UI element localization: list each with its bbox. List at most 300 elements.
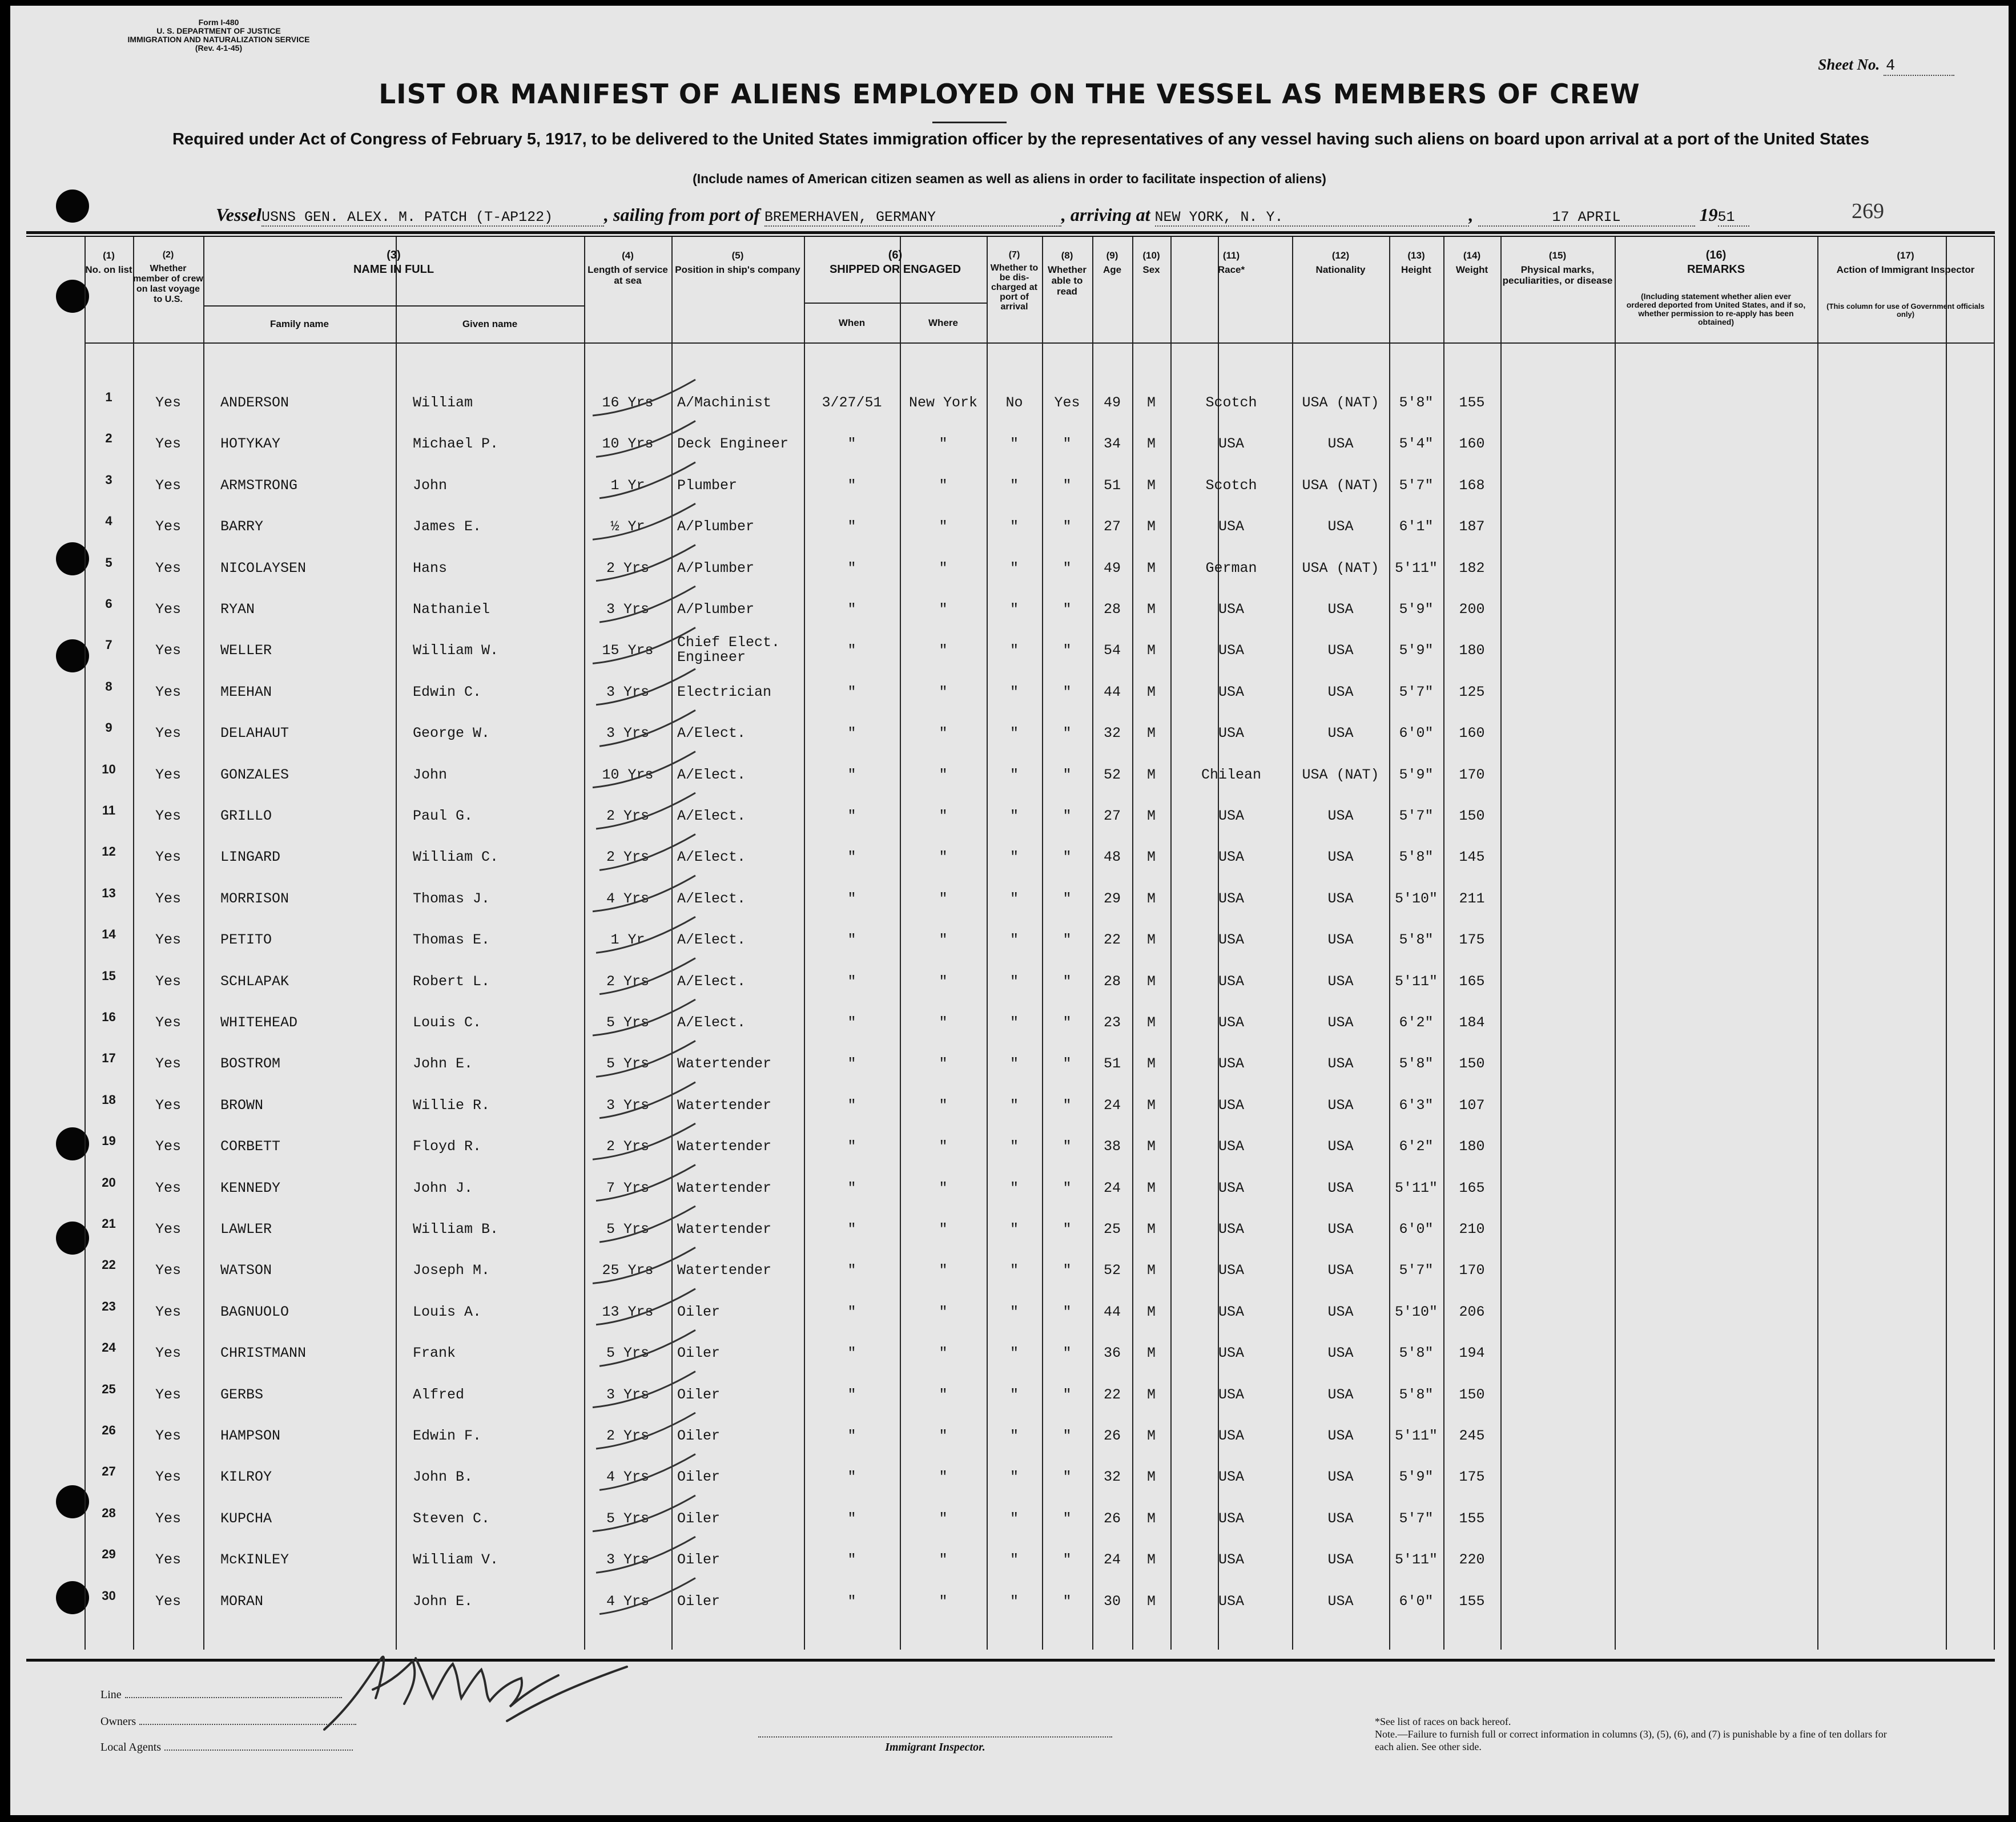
table-cell: LINGARD [220,849,281,866]
row-number: 19 [102,1134,116,1148]
row-number: 18 [102,1092,116,1107]
table-cell: Yes [155,559,181,577]
table-cell: USA [1218,1510,1244,1527]
inspector-signature-line[interactable] [758,1736,1112,1738]
row-number: 17 [102,1051,116,1066]
table-cell: M [1146,394,1156,411]
table-cell: Yes [155,642,181,659]
footer-owners-field [100,1715,356,1728]
table-cell: Electrician [677,683,772,700]
table-cell: USA (NAT) [1302,559,1379,577]
table-cell: Yes [155,932,181,949]
table-cell: 155 [1459,394,1485,411]
table-cell: 3 Yrs [606,1386,649,1403]
column-number: (12) [1331,250,1350,261]
table-cell: M [1146,1551,1156,1569]
table-cell: M [1146,1469,1156,1486]
table-cell: USA [1327,1510,1354,1527]
table-header-rule [203,305,584,307]
table-cell: " [939,1055,948,1073]
table-cell: 24 [1103,1551,1121,1569]
table-cell: USA [1327,1138,1354,1155]
table-cell: 6'2" [1399,1014,1434,1031]
footer-agents-field [100,1741,353,1754]
table-cell: Oiler [677,1386,721,1403]
table-cell: NICOLAYSEN [220,559,307,577]
column-label: (This column for use of Government officials only) [1826,302,1985,319]
table-cell: 5'11" [1394,559,1438,577]
arrival-date: 17 APRIL [1478,209,1695,227]
table-cell: 1 Yr [610,932,645,949]
row-number: 3 [105,472,112,487]
table-cell: 168 [1459,477,1485,494]
table-cell: 125 [1459,683,1485,700]
column-label: NAME IN FULL [353,263,434,276]
footer-agents-blank[interactable] [164,1750,353,1751]
table-cell: " [847,1097,856,1114]
table-cell: Yes [155,1055,181,1073]
table-cell: Yes [155,1428,181,1444]
table-cell: 150 [1459,808,1485,824]
table-cell: USA [1327,808,1354,824]
table-cell: M [1146,683,1156,700]
table-cell: " [847,1386,856,1403]
table-cell: 10 Yrs [602,766,654,783]
table-cell: Yes [155,1345,181,1362]
footer-owners-blank[interactable] [139,1724,356,1725]
table-cell: 175 [1459,932,1485,949]
row-number: 10 [102,761,116,776]
column-number: (8) [1061,250,1073,261]
table-cell: 4 Yrs [606,1469,649,1486]
column-label: Family name [270,319,329,329]
column-label: Sex [1142,264,1160,275]
table-cell: 6'1" [1399,518,1434,535]
table-cell: " [1009,1303,1019,1320]
column-label: REMARKS [1687,263,1745,276]
table-header-rule [84,342,1994,344]
table-cell: M [1146,1221,1156,1237]
table-cell: Oiler [677,1428,721,1444]
table-cell: 24 [1103,1097,1121,1114]
table-cell: 22 [1103,1386,1121,1403]
table-cell: M [1146,890,1156,907]
table-cell: " [1009,1097,1019,1114]
row-number: 23 [102,1299,116,1313]
table-cell: " [847,1345,856,1362]
table-cell: " [847,1428,856,1444]
table-cell: 36 [1103,1345,1121,1362]
vessel-line: VesselUSNS GEN. ALEX. M. PATCH (T-AP122) , sailing from port of BREMERHAVEN, GERMANY , arriving at NEW YORK, N. Y. , 17 APRIL 1951 [216,204,1749,227]
table-cell: 3 Yrs [606,1097,649,1114]
row-number: 1 [105,390,112,404]
form-number: Form I-480 [198,18,239,27]
table-cell: 24 [1103,1179,1121,1196]
column-header [1170,250,1292,275]
table-cell: KENNEDY [220,1179,281,1196]
table-cell: " [1063,1097,1072,1114]
table-cell: 160 [1459,436,1485,453]
table-cell: 5 Yrs [606,1055,649,1073]
table-cell: USA [1327,1055,1354,1073]
table-cell: 2 Yrs [606,1138,649,1155]
table-cell: 32 [1103,725,1121,742]
form-identifier [90,18,347,53]
vessel-name: USNS GEN. ALEX. M. PATCH (T-AP122) [261,209,604,227]
column-header [396,319,584,329]
table-cell: USA [1327,932,1354,949]
table-cell: 52 [1103,766,1121,783]
table-cell: " [1063,683,1072,700]
footer-owners-label: Owners [100,1715,136,1728]
table-cell: 150 [1459,1055,1485,1073]
table-cell: M [1146,1593,1156,1610]
column-label: Whether to be dis-charged at port of arrival [990,263,1039,312]
table-cell: " [847,1469,856,1486]
table-cell: 5'8" [1399,1345,1434,1362]
column-header [84,250,133,275]
table-cell: BAGNUOLO [220,1303,289,1320]
table-cell: Floyd R. [413,1138,482,1155]
column-label: Race* [1217,264,1245,275]
table-cell: 5'9" [1399,1469,1434,1486]
table-cell: 1 Yr [610,477,645,494]
table-cell: 38 [1103,1138,1121,1155]
table-cell: William B. [413,1221,499,1237]
table-cell: 5'7" [1399,1262,1434,1279]
table-cell: " [939,1138,948,1155]
footer-line-label: Line [100,1688,122,1701]
table-cell: " [1063,1262,1072,1279]
table-cell: USA (NAT) [1302,477,1379,494]
table-cell: MEEHAN [220,683,272,700]
column-label: Action of Immigrant Inspector [1836,264,1975,275]
page-subnote: (Include names of American citizen seamen as well as aliens in order to facilitate inspection of aliens) [693,171,1326,186]
table-cell: " [1063,642,1072,659]
table-cell: " [939,766,948,783]
table-cell: 6'0" [1399,1593,1434,1610]
table-cell: Plumber [677,477,738,494]
table-cell: 49 [1103,394,1121,411]
table-cell: Edwin F. [413,1428,482,1444]
table-cell: " [1009,683,1019,700]
table-cell: 4 Yrs [606,890,649,907]
table-cell: George W. [413,725,490,742]
table-header-rule [804,303,987,304]
column-label: Age [1102,264,1122,275]
table-cell: M [1146,1097,1156,1114]
table-cell: M [1146,642,1156,659]
table-cell: " [1009,477,1019,494]
table-cell: Yes [155,1510,181,1527]
table-cell: Chief Elect. Engineer [677,634,780,666]
column-number: (15) [1548,250,1567,261]
table-cell: " [1009,1262,1019,1279]
table-cell: " [1009,1138,1019,1155]
table-cell: USA [1327,601,1354,618]
table-cell: Yes [1054,394,1080,411]
table-cell: " [939,683,948,700]
table-cell: " [1063,518,1072,535]
table-cell: USA [1327,1262,1354,1279]
column-number: (11) [1222,250,1240,261]
row-number: 22 [102,1257,116,1272]
table-cell: USA [1218,1138,1244,1155]
sailing-from-label: , sailing from port of [604,204,760,225]
table-cell: Louis A. [413,1303,482,1320]
row-number: 28 [102,1505,116,1520]
table-cell: " [939,1386,948,1403]
table-cell: William [413,394,473,411]
table-cell: " [1063,725,1072,742]
table-cell: A/Plumber [677,559,755,577]
table-cell: USA [1218,1179,1244,1196]
table-cell: A/Elect. [677,932,746,949]
table-column-rule [1500,237,1502,1650]
table-cell: 5'8" [1399,932,1434,949]
column-number: (16) [1705,249,1727,261]
vessel-label: Vessel [216,204,261,225]
table-cell: 3 Yrs [606,1551,649,1569]
table-cell: Yes [155,1014,181,1031]
table-cell: 194 [1459,1345,1485,1362]
table-cell: 48 [1103,849,1121,866]
column-header [987,250,1042,312]
table-cell: " [1009,725,1019,742]
table-cell: 30 [1103,1593,1121,1610]
table-cell: M [1146,477,1156,494]
table-cell: 210 [1459,1221,1485,1237]
table-cell: Yes [155,1179,181,1196]
form-revision: (Rev. 4-1-45) [195,43,243,53]
table-cell: " [1063,1221,1072,1237]
table-cell: 23 [1103,1014,1121,1031]
table-cell: USA (NAT) [1302,766,1379,783]
column-label: Height [1401,264,1431,275]
row-number: 6 [105,596,112,611]
footer-note [1375,1715,1889,1753]
table-cell: M [1146,1345,1156,1362]
table-cell: Yes [155,1386,181,1403]
table-cell: " [847,808,856,824]
table-cell: 2 Yrs [606,808,649,824]
table-cell: USA [1218,1055,1244,1073]
column-header [671,250,804,275]
page-title: LIST OR MANIFEST OF ALIENS EMPLOYED ON THE VESSEL AS MEMBERS OF CREW [379,79,1640,110]
table-cell: A/Elect. [677,890,746,907]
table-cell: " [1009,849,1019,866]
table-cell: 7 Yrs [606,1179,649,1196]
table-cell: CHRISTMANN [220,1345,307,1362]
table-cell: " [1063,932,1072,949]
table-cell: A/Machinist [677,394,772,411]
table-cell: USA [1327,1551,1354,1569]
table-cell: BOSTROM [220,1055,281,1073]
column-label: No. on list [85,264,132,275]
table-cell: USA [1327,1014,1354,1031]
year-suffix: 51 [1718,209,1749,227]
table-cell: USA [1218,601,1244,618]
title-rule [932,122,1007,123]
table-cell: Yes [155,1138,181,1155]
table-cell: HOTYKAY [220,436,281,453]
table-cell: 170 [1459,766,1485,783]
table-cell: 5'7" [1399,477,1434,494]
table-cell: BARRY [220,518,264,535]
table-cell: 10 Yrs [602,436,654,453]
column-label: Where [928,317,958,328]
table-cell: 5'4" [1399,436,1434,453]
table-cell: A/Plumber [677,518,755,535]
table-column-rule [1615,237,1616,1650]
table-cell: " [1063,973,1072,990]
table-cell: Yes [155,808,181,824]
table-cell: " [939,518,948,535]
table-cell: Oiler [677,1593,721,1610]
sailing-from-port: BREMERHAVEN, GERMANY [764,209,1061,227]
row-number: 24 [102,1340,116,1355]
table-cell: USA [1218,683,1244,700]
row-number: 12 [102,844,116,859]
table-cell: 51 [1103,477,1121,494]
column-header [1042,250,1092,297]
table-cell: 15 Yrs [602,642,654,659]
row-number: 2 [105,431,112,446]
column-header [900,317,987,328]
table-cell: " [1009,518,1019,535]
table-cell: M [1146,766,1156,783]
table-cell: 211 [1459,890,1485,907]
table-cell: " [939,1345,948,1362]
table-cell: 5'7" [1399,683,1434,700]
table-cell: Scotch [1205,394,1257,411]
row-number: 20 [102,1175,116,1190]
table-cell: 27 [1103,518,1121,535]
table-cell: " [1063,808,1072,824]
table-cell: Robert L. [413,973,490,990]
table-cell: " [939,1469,948,1486]
table-cell: " [1009,1510,1019,1527]
table-cell: Watertender [677,1221,772,1237]
table-cell: " [939,808,948,824]
table-cell: 180 [1459,1138,1485,1155]
table-cell: USA [1218,1345,1244,1362]
table-cell: 25 Yrs [602,1262,654,1279]
table-cell: USA [1327,1386,1354,1403]
table-cell: Yes [155,725,181,742]
table-cell: Oiler [677,1551,721,1569]
column-number: (3) [387,249,401,261]
column-number: (17) [1897,250,1914,261]
table-column-rule [1817,237,1818,1650]
table-cell: WATSON [220,1262,272,1279]
row-number: 7 [105,638,112,652]
table-cell: 25 [1103,1221,1121,1237]
column-label: Position in ship's company [675,264,800,275]
table-cell: 44 [1103,1303,1121,1320]
table-cell: 5'9" [1399,601,1434,618]
row-number: 4 [105,514,112,529]
table-cell: 51 [1103,1055,1121,1073]
table-cell: " [939,1551,948,1569]
table-cell: USA [1218,725,1244,742]
table-cell: ANDERSON [220,394,289,411]
table-cell: " [939,642,948,659]
table-cell: John [413,477,448,494]
table-cell: 54 [1103,642,1121,659]
table-cell: Paul G. [413,808,473,824]
table-cell: " [1009,1386,1019,1403]
table-cell: Scotch [1205,477,1257,494]
row-number: 5 [105,555,112,570]
table-cell: Yes [155,683,181,700]
table-cell: USA [1218,1386,1244,1403]
table-cell: USA [1327,1303,1354,1320]
table-cell: " [847,1551,856,1569]
table-cell: M [1146,1138,1156,1155]
table-cell: " [847,766,856,783]
row-number: 21 [102,1216,116,1231]
table-cell: GRILLO [220,808,272,824]
table-cell: " [847,559,856,577]
table-cell: USA [1218,1262,1244,1279]
table-cell: Watertender [677,1097,772,1114]
column-header [203,250,584,275]
table-column-rule [396,237,397,1650]
table-cell: USA (NAT) [1302,394,1379,411]
table-cell: William V. [413,1551,499,1569]
table-cell: 44 [1103,683,1121,700]
table-cell: USA [1327,849,1354,866]
table-cell: " [1063,1386,1072,1403]
table-cell: 5'11" [1394,1551,1438,1569]
table-cell: Yes [155,601,181,618]
table-cell: KILROY [220,1469,272,1486]
table-cell: New York [908,394,978,411]
table-cell: Yes [155,1469,181,1486]
table-cell: " [1009,642,1019,659]
table-cell: A/Elect. [677,1014,746,1031]
table-cell: USA [1327,1593,1354,1610]
table-cell: " [939,601,948,618]
table-cell: Louis C. [413,1014,482,1031]
table-cell: John E. [413,1593,473,1610]
table-cell: Yes [155,477,181,494]
table-cell: " [1009,601,1019,618]
table-cell: 5'8" [1399,1386,1434,1403]
table-cell: 26 [1103,1510,1121,1527]
footer-line-blank[interactable] [125,1697,342,1698]
table-cell: " [1009,766,1019,783]
table-cell: " [847,1303,856,1320]
table-cell: 5'7" [1399,1510,1434,1527]
column-label: Physical marks, peculiarities, or disease [1502,264,1613,286]
form-department: U. S. DEPARTMENT OF JUSTICE [156,26,281,35]
table-cell: 155 [1459,1510,1485,1527]
table-cell: 3 Yrs [606,725,649,742]
table-cell: " [939,1014,948,1031]
footer-line-field [100,1688,342,1702]
page-subtitle: Required under Act of Congress of February 5, 1917, to be delivered to the United States immigration officer by the representatives of any vessel having such aliens on board upon arrival at a port of the United States [172,130,1870,148]
table-cell: Willie R. [413,1097,490,1114]
table-cell: 26 [1103,1428,1121,1444]
table-cell: 5'8" [1399,1055,1434,1073]
column-number: (13) [1407,250,1425,261]
table-cell: John E. [413,1055,473,1073]
table-cell: William W. [413,642,499,659]
table-cell: M [1146,808,1156,824]
table-cell: 28 [1103,973,1121,990]
